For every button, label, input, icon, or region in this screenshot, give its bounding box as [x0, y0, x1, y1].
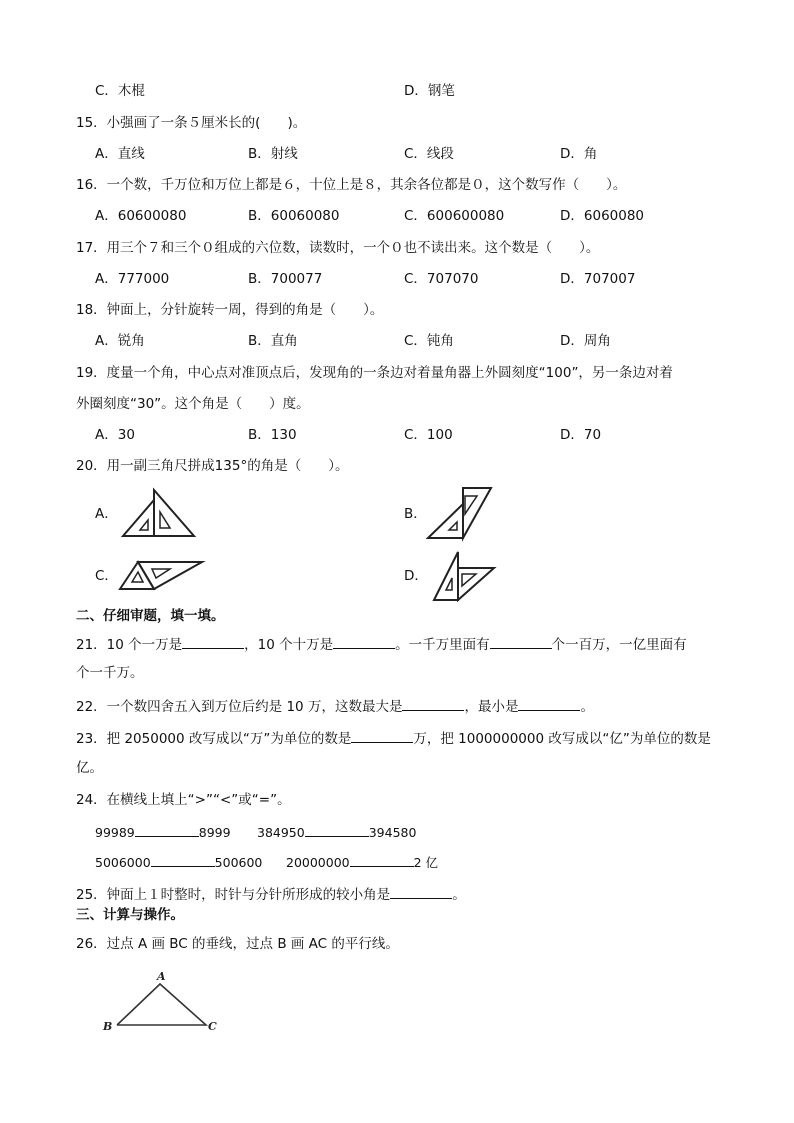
- q20-figure-d: [428, 548, 498, 604]
- q19-option-b[interactable]: B．130: [248, 427, 297, 443]
- q22-blank1[interactable]: [402, 696, 464, 711]
- q26-label-a: A: [157, 970, 166, 983]
- q22-blank2[interactable]: [518, 696, 580, 711]
- q14-option-c[interactable]: C．木棍: [95, 83, 145, 99]
- q26-label-b: B: [103, 1020, 113, 1033]
- q15-option-c[interactable]: C．线段: [404, 146, 454, 162]
- q16-option-a[interactable]: A．60600080: [95, 208, 187, 224]
- q21-blank2[interactable]: [333, 634, 395, 649]
- q16-text: 16．一个数，千万位和万位上都是６，十位上是８，其余各位都是０，这个数写作（ ）。: [76, 177, 627, 193]
- q26-triangle-figure: [100, 966, 224, 1036]
- section-3-title: 三、计算与操作。: [76, 907, 184, 923]
- q18-option-b[interactable]: B．直角: [248, 333, 298, 349]
- q23-part1: 23．把 2050000 改写成以“万”为单位的数是: [76, 731, 352, 747]
- q22-part3: 。: [580, 699, 594, 715]
- q24-r1b-left: 384950: [257, 825, 305, 840]
- q25-part2: 。: [452, 887, 466, 903]
- q16-option-d[interactable]: D．6060080: [560, 208, 645, 224]
- q24-r2a-right: 500600: [214, 855, 263, 870]
- q21-part4: 个一百万，一亿里面有: [551, 637, 687, 653]
- q20-option-c[interactable]: C．: [95, 568, 118, 584]
- q24-row2-left: [95, 852, 262, 872]
- q19-option-c[interactable]: C．100: [404, 427, 453, 443]
- q20-option-d[interactable]: D．: [404, 568, 428, 584]
- q21-part3: 。一千万里面有: [395, 637, 490, 653]
- q20-figure-c: [118, 556, 204, 592]
- q21-blank1[interactable]: [182, 634, 244, 649]
- q22-part1: 22．一个数四舍五入到万位后约是 10 万，这数最大是: [76, 699, 403, 715]
- q17-option-c[interactable]: C．707070: [404, 271, 479, 287]
- q24-r2a-blank[interactable]: [151, 852, 215, 867]
- q25-blank[interactable]: [390, 884, 452, 899]
- q15-option-a[interactable]: A．直线: [95, 146, 145, 162]
- q26-label-c: C: [208, 1020, 217, 1033]
- q15-option-d[interactable]: D．角: [560, 146, 598, 162]
- q20-option-b[interactable]: B．: [404, 506, 427, 522]
- q23-line2: 亿。: [76, 760, 103, 776]
- q21-part2: ，10 个十万是: [244, 637, 334, 653]
- q19-option-d[interactable]: D．70: [560, 427, 602, 443]
- q25-line: [76, 884, 466, 904]
- q24-r1b-right: 394580: [368, 825, 417, 840]
- q21-part1: 21．10 个一万是: [76, 637, 183, 653]
- q23-blank1[interactable]: [351, 728, 413, 743]
- q15-text: 15．小强画了一条５厘米长的( )。: [76, 115, 307, 131]
- q17-option-b[interactable]: B．700077: [248, 271, 323, 287]
- q20-text: 20．用一副三角尺拼成135°的角是（ ）。: [76, 458, 349, 474]
- q23-part2: 万，把 1000000000 改写成以“亿”为单位的数是: [413, 731, 711, 747]
- q18-text: 18．钟面上，分针旋转一周，得到的角是（ ）。: [76, 302, 384, 318]
- q24-text: 24．在横线上填上“>”“<”或“=”。: [76, 792, 291, 808]
- q24-r1a-left: 99989: [95, 825, 135, 840]
- q24-r2b-left: 20000000: [286, 855, 350, 870]
- q21-blank3[interactable]: [490, 634, 552, 649]
- q24-row1-left: [95, 822, 231, 842]
- q24-r1b-blank[interactable]: [305, 822, 369, 837]
- q14-option-d[interactable]: D．钢笔: [404, 83, 455, 99]
- q22-line: [76, 696, 594, 716]
- q24-r2b-right: 2 亿: [413, 855, 439, 870]
- q18-option-d[interactable]: D．周角: [560, 333, 611, 349]
- q20-figure-b: [425, 486, 497, 542]
- q16-option-c[interactable]: C．600600080: [404, 208, 505, 224]
- q21-line2: 个一千万。: [76, 665, 144, 681]
- q18-option-c[interactable]: C．钝角: [404, 333, 454, 349]
- q24-r2a-left: 5006000: [95, 855, 151, 870]
- q19-text-line2: 外圈刻度“30”。这个角是（ ）度。: [76, 396, 310, 412]
- section-2-title: 二、仔细审题，填一填。: [76, 608, 225, 624]
- q18-option-a[interactable]: A．锐角: [95, 333, 145, 349]
- q26-text: 26．过点 A 画 BC 的垂线，过点 B 画 AC 的平行线。: [76, 936, 399, 952]
- q17-text: 17．用三个７和三个０组成的六位数，读数时，一个０也不读出来。这个数是（ ）。: [76, 240, 600, 256]
- q25-part1: 25．钟面上１时整时，时针与分针所形成的较小角是: [76, 887, 391, 903]
- q17-option-d[interactable]: D．707007: [560, 271, 636, 287]
- q24-row2-right: [286, 852, 438, 872]
- q19-option-a[interactable]: A．30: [95, 427, 135, 443]
- q23-line1: [76, 728, 711, 748]
- q21-line1: [76, 634, 687, 654]
- q19-text-line1: 19．度量一个角，中心点对准顶点后，发现角的一条边对着量角器上外圆刻度“100”，另一条边对着: [76, 365, 673, 381]
- q17-option-a[interactable]: A．777000: [95, 271, 170, 287]
- q24-r2b-blank[interactable]: [350, 852, 414, 867]
- q16-option-b[interactable]: B．60060080: [248, 208, 340, 224]
- q15-option-b[interactable]: B．射线: [248, 146, 298, 162]
- q20-figure-a: [118, 488, 198, 540]
- q24-r1a-blank[interactable]: [135, 822, 199, 837]
- q22-part2: ，最小是: [464, 699, 519, 715]
- q24-row1-right: [257, 822, 416, 842]
- q20-option-a[interactable]: A．: [95, 506, 118, 522]
- q24-r1a-right: 8999: [198, 825, 231, 840]
